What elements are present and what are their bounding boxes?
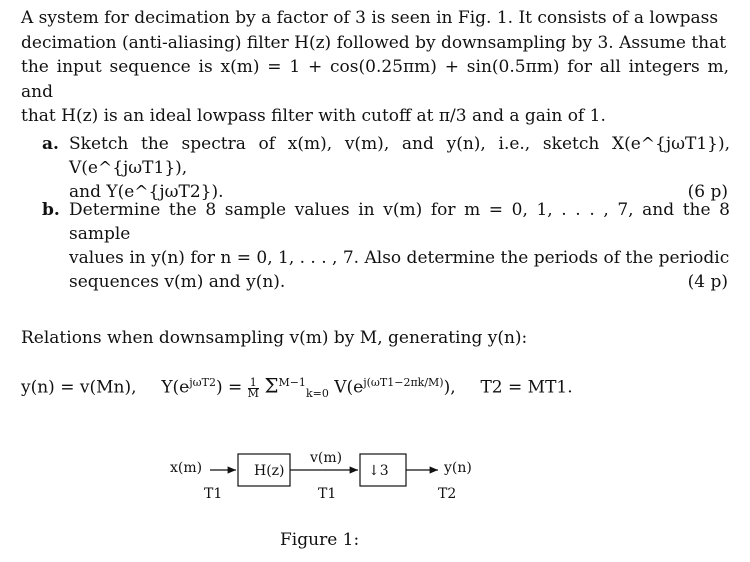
- task-a-line: Sketch the spectra of x(m), v(m), and y(n), i.e., sketch X(e^{jωT1}), V(e^{jωT1}),: [69, 134, 730, 178]
- task-b-text: [69, 198, 730, 294]
- formula-time-relation: y(n) = v(Mn),: [21, 377, 137, 398]
- task-a-label: a.: [42, 134, 59, 154]
- formula-period-relation: T2 = MT1.: [480, 377, 573, 398]
- input-label: x(m): [170, 460, 203, 476]
- formula-spectrum-lhs: Y(e: [161, 377, 190, 398]
- block-diagram: [0, 440, 750, 520]
- input-period: T1: [204, 486, 223, 502]
- formula-spectrum-rhs: V(e: [334, 377, 364, 398]
- task-b-line: values in y(n) for n = 0, 1, . . . , 7. Also determine the periods of the periodic: [69, 248, 730, 268]
- fraction-denominator: M: [247, 386, 259, 400]
- formula-lhs-exponent: jωT2: [189, 376, 216, 389]
- sum-upper-limit: M−1: [278, 376, 306, 389]
- task-a-line: and Y(e^{jωT2}).: [69, 182, 224, 202]
- figure-caption: Figure 1:: [280, 530, 360, 550]
- paragraph-line: that H(z) is an ideal lowpass filter with cutoff at π/3 and a gain of 1.: [21, 106, 606, 126]
- formula-rhs-exponent: j(ωT1−2πk/M): [363, 376, 444, 389]
- output-period: T2: [438, 486, 457, 502]
- output-label: y(n): [444, 460, 472, 476]
- sum-lower-limit: k=0: [305, 387, 329, 401]
- paragraph-line: the input sequence is x(m) = 1 + cos(0.25πm) + sin(0.5πm) for all integers m, and: [21, 57, 729, 102]
- task-b-line: sequences v(m) and y(n).: [69, 272, 286, 292]
- task-b-points: (4 p): [687, 272, 728, 292]
- paragraph-line: decimation (anti-aliasing) filter H(z) followed by downsampling by 3. Assume that: [21, 32, 727, 53]
- downsampler-label: ↓3: [368, 463, 389, 479]
- task-b-line: Determine the 8 sample values in v(m) for m = 0, 1, . . . , 7, and the 8 sample: [69, 200, 730, 244]
- fraction-numerator: 1: [248, 378, 259, 389]
- problem-paragraph: [21, 6, 729, 129]
- formula-equals: ) =: [215, 377, 243, 398]
- task-b: [42, 198, 730, 294]
- task-b-label: b.: [42, 200, 60, 220]
- formula-rhs-end: ),: [443, 377, 456, 398]
- downsampling-formula: [21, 370, 729, 407]
- task-a-text: [69, 132, 730, 204]
- mid-period: T1: [318, 486, 337, 502]
- sum-symbol: Σ: [264, 373, 279, 398]
- relations-heading: Relations when downsampling v(m) by M, generating y(n):: [21, 328, 528, 348]
- mid-signal-label: v(m): [310, 450, 343, 466]
- formula-fraction: [247, 375, 259, 400]
- task-a-points: (6 p): [687, 182, 728, 202]
- paragraph-line: A system for decimation by a factor of 3 is seen in Fig. 1. It consists of a lowpass: [21, 8, 719, 28]
- task-a: [42, 132, 730, 204]
- block-diagram-svg: [0, 440, 750, 520]
- filter-label: H(z): [254, 463, 285, 479]
